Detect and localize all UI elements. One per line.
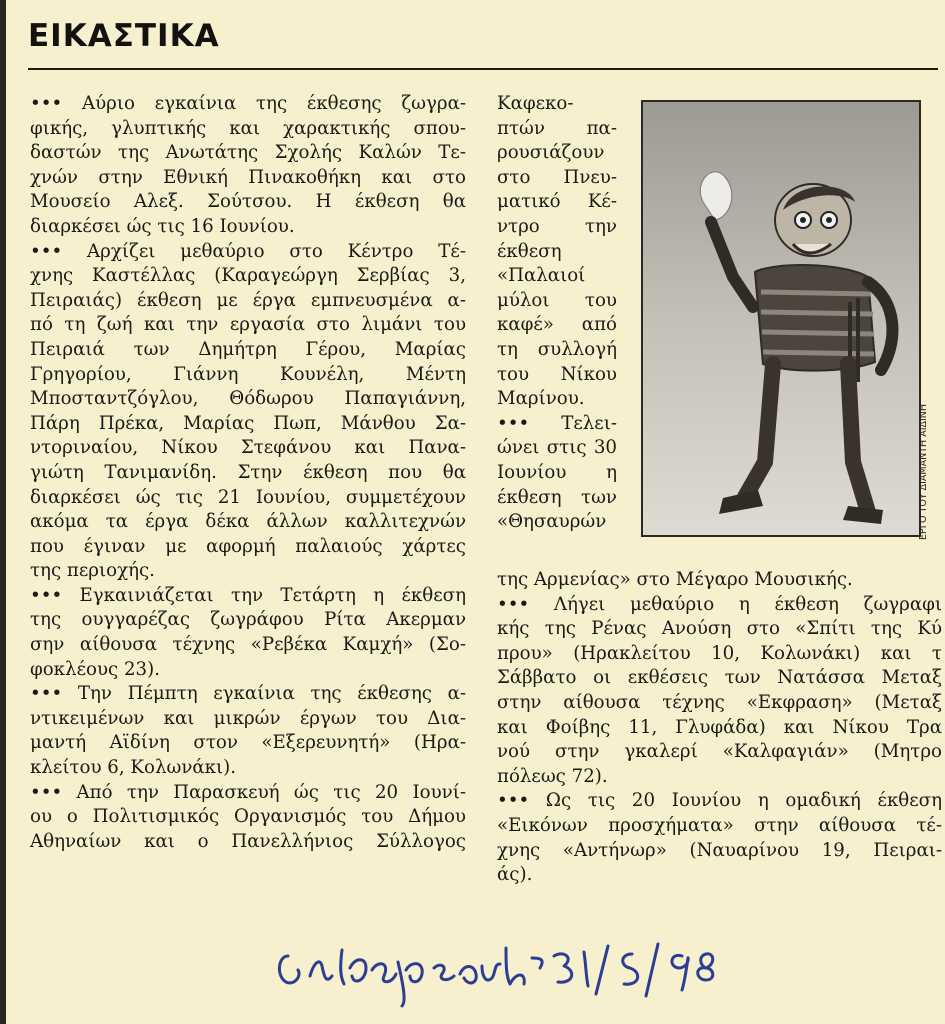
text-line: και Φοίβης 11, Γλυφάδα) και Νίκου Τρα <box>497 716 942 738</box>
item-coffee-mills-continued <box>497 92 617 412</box>
text-line: έκθεση των <box>497 486 617 508</box>
text-line: τη συλλογή <box>497 338 617 360</box>
text-line: διαρκέσει ώς τις 21 Ιουνίου, συμμετέχουν <box>30 486 466 508</box>
text-line: ••• Τελει- <box>497 412 617 434</box>
text-line: ••• Ως τις 20 Ιουνίου η ομαδική έκθεση <box>497 790 942 812</box>
text-line: ••• Αρχίζει μεθαύριο στο Κέντρο Τέ- <box>30 240 466 262</box>
item-exhibition-kastella <box>30 240 466 584</box>
item-armenian-treasures-tail <box>497 568 942 593</box>
handwritten-source-date <box>270 928 730 1008</box>
text-line: στην αίθουσα τέχνης «Εκφραση» (Μεταξ <box>497 691 942 713</box>
text-line: πρου» (Ηρακλείτου 10, Κολωνάκι) και τ <box>497 642 942 664</box>
text-line: της ουγγαρέζας ζωγράφου Ρίτα Ακερμαν <box>30 609 466 631</box>
text-line: Πειραιάς) έκθεση με έργα εμπνευσμένα α- <box>30 289 466 311</box>
text-line: νού στην γκαλερί «Καλφαγιάν» (Μητρο <box>497 741 942 763</box>
text-line: κής της Ρένας Ανούση στο «Σπίτι της Κύ <box>497 618 942 640</box>
puppet-figure-illustration <box>643 102 919 535</box>
item-exhibition-aidinis <box>30 682 466 780</box>
text-line: ώνει στις 30 <box>497 437 617 459</box>
text-line: Μποσταντζόγλου, Θόδωρου Παπαγιάννη, <box>30 388 466 410</box>
text-line: μαντή Αϊδίνη στον «Εξερευνητή» (Ηρα- <box>30 732 466 754</box>
text-line: «Παλαιοί <box>497 265 586 287</box>
text-line: μύλοι του <box>497 289 617 311</box>
photo-credit: ΕΡΓΟ ΤΟΥ ΔΙΑΜΑΝΤΗ ΑΙΔΙΝΗ <box>918 403 929 540</box>
clipping-edge <box>0 0 6 1024</box>
text-line: ρουσιάζουν <box>497 142 605 164</box>
text-line: πό τη ζωή και την εργασία στο λιμάνι του <box>30 314 466 336</box>
text-line: Μουσείο Αλεξ. Σούτσου. Η έκθεση θα <box>30 191 466 213</box>
text-line: «Θησαυρών <box>497 511 607 533</box>
item-exhibition-rita-akerman <box>30 584 466 682</box>
text-line: ντρο την <box>497 215 617 237</box>
text-line: διαρκέσει ώς τις 16 Ιουνίου. <box>30 215 295 237</box>
text-line: φοκλέους 23). <box>30 658 160 680</box>
text-line: άς). <box>497 864 533 886</box>
text-line: σην αίθουσα τέχνης «Ρεβέκα Καμχή» (Σο- <box>30 634 466 656</box>
text-line: της Αρμενίας» στο Μέγαρο Μουσικής. <box>497 569 853 590</box>
text-line: ακόμα τα έργα δέκα άλλων καλλιτεχνών <box>30 511 466 533</box>
text-line: φικής, γλυπτικής και χαρακτικής σπου- <box>30 117 466 139</box>
section-title: ΕΙΚΑΣΤΙΚΑ <box>28 18 220 54</box>
item-armenian-treasures <box>497 412 617 535</box>
item-antinor <box>497 789 942 887</box>
text-line: ••• Εγκαινιάζεται την Τετάρτη η έκθεση <box>30 584 466 606</box>
text-line: χνών στην Εθνική Πινακοθήκη και στο <box>30 166 466 188</box>
text-line: ου ο Πολιτισμικός Οργανισμός του Δήμου <box>30 806 466 828</box>
text-line: Πάρη Πρέκα, Μαρίας Πωπ, Μάνθου Σα- <box>30 412 466 434</box>
text-line: κλείτου 6, Κολωνάκι). <box>30 757 237 779</box>
text-line: δαστών της Ανωτάτης Σχολής Καλών Τε- <box>30 142 466 164</box>
text-line: Αθηναίων και ο Πανελλήνιος Σύλλογος <box>30 830 466 852</box>
text-line: Γρηγορίου, Γιάννη Κουνέλη, Μέντη <box>30 363 466 385</box>
item-exhibition-coffee-mills <box>30 781 466 855</box>
text-line: της περιοχής. <box>30 560 155 582</box>
text-line: ••• Από την Παρασκευή ώς τις 20 Ιουνί- <box>30 781 466 803</box>
text-line: ντικειμένων και μικρών έργων του Δια- <box>30 707 466 729</box>
artwork-photo <box>641 100 921 537</box>
text-line: ματικό Κέ- <box>497 191 617 213</box>
item-rena-anousi <box>497 593 942 790</box>
text-line: στο Πνευ- <box>497 166 617 188</box>
text-line: Μαρίνου. <box>497 388 585 410</box>
item-exhibition-fine-arts-school <box>30 92 466 240</box>
text-line: Πειραιά των Δημήτρη Γέρου, Μαρίας <box>30 338 466 360</box>
header-rule <box>28 68 938 70</box>
bottom-column <box>497 568 942 888</box>
text-line: που έγιναν με αφορμή παλαιούς χάρτες <box>30 535 466 557</box>
text-line: του Νίκου <box>497 363 617 385</box>
left-column <box>30 92 466 854</box>
text-line: χνης «Αντήνωρ» (Ναυαρίνου 19, Πειραι- <box>497 839 942 861</box>
text-line: Καφεκο- <box>497 93 574 114</box>
text-line: χνης Καστέλλας (Καραγεώργη Σερβίας 3, <box>30 265 466 287</box>
text-line: «Εικόνων προσχήματα» στην αίθουσα τέ- <box>497 814 942 836</box>
text-line: καφέ» από <box>497 314 617 336</box>
text-line: ντοριναίου, Νίκου Στεφάνου και Πανα- <box>30 437 466 459</box>
text-line: ••• Την Πέμπτη εγκαίνια της έκθεσης α- <box>30 683 466 705</box>
text-line: πτών πα- <box>497 117 617 139</box>
text-line: Σάββατο οι εκθέσεις των Νατάσσα Μεταξ <box>497 667 942 689</box>
text-line: γιώτη Τανιμανίδη. Στην έκθεση που θα <box>30 461 466 483</box>
middle-column <box>497 92 617 535</box>
text-line: ••• Λήγει μεθαύριο η έκθεση ζωγραφι <box>497 593 942 615</box>
text-line: πόλεως 72). <box>497 765 608 787</box>
text-line: Ιουνίου η <box>497 461 617 483</box>
text-line: ••• Αύριο εγκαίνια της έκθεσης ζωγρα- <box>30 93 466 114</box>
text-line: έκθεση <box>497 240 562 262</box>
